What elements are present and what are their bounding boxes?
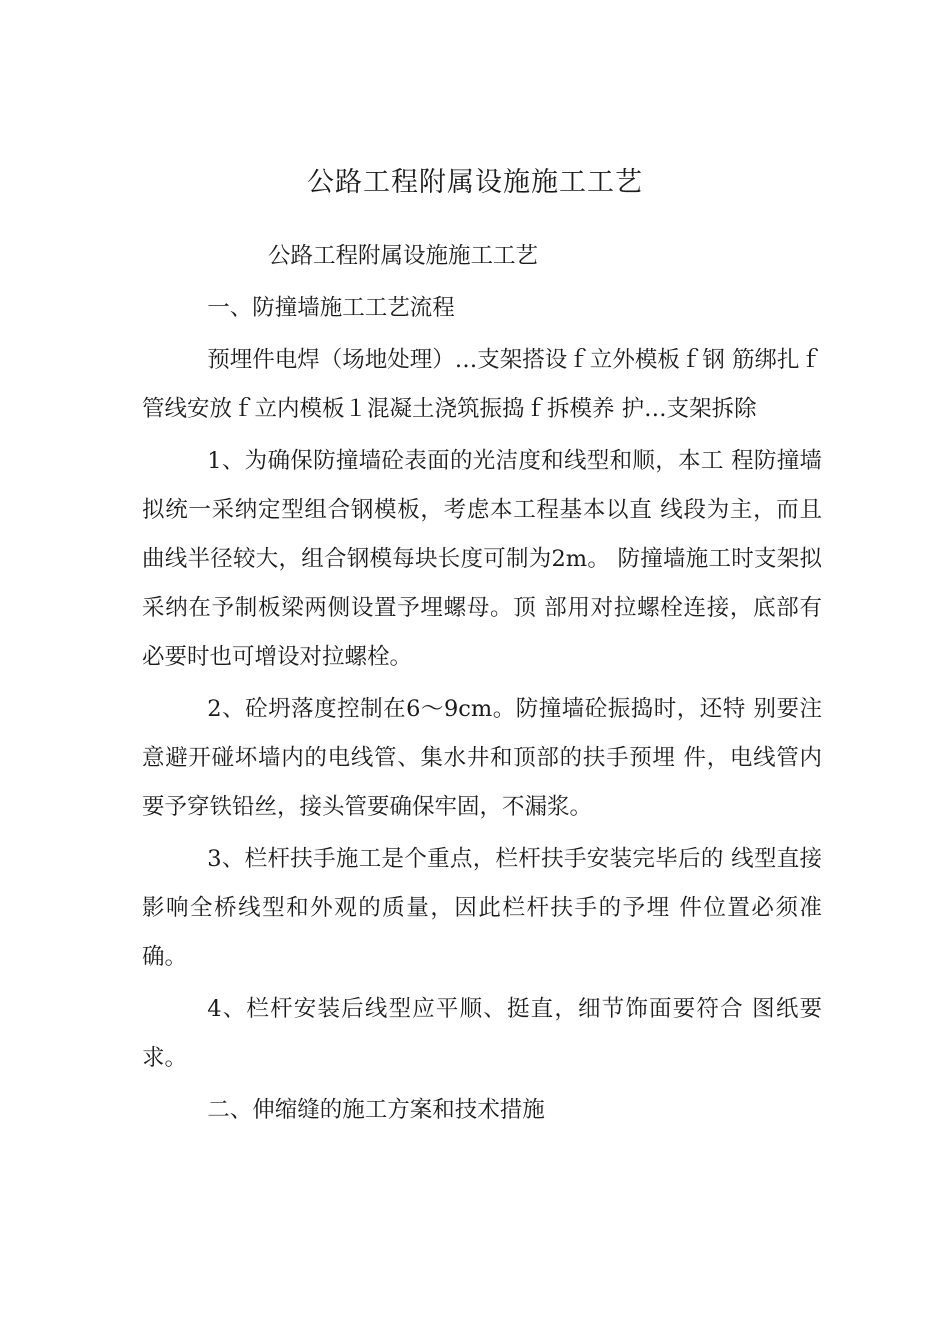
document-subtitle: 公路工程附属设施施工工艺 — [268, 243, 539, 269]
document-title: 公路工程附属设施施工工艺 — [307, 167, 643, 198]
paragraph-item-2: 2、砼坍落度控制在6〜9cm。防撞墙砼振捣时，还特 别要注意避开碰坏墙内的电线管、集水井和顶部的扶手预埋 件，电线管内要予穿铁铅丝，接头管要确保牢固，不漏浆。 — [142, 696, 822, 820]
paragraph-item-4: 4、栏杆安装后线型应平顺、挺直，细节饰面要符合 图纸要求。 — [142, 996, 822, 1071]
document-body — [142, 232, 822, 1135]
paragraph-item-1: 1、为确保防撞墙砼表面的光洁度和线型和顺，本工 程防撞墙拟统一采纳定型组合钢模板，考虑本工程基本以直 线段为主，而且曲线半径较大，组合钢模每块长度可制为2m。 防撞墙施工时支架拟采纳在予制板梁两侧设置予埋螺母。顶 部用对拉螺栓连接，底部有必要时也可增设对拉螺栓。 — [142, 448, 822, 670]
process-flow-paragraph: 预埋件电焊（场地处理）…支架搭设ｆ立外模板ｆ钢 筋绑扎ｆ管线安放ｆ立内模板１混凝土浇筑振捣ｆ拆模养 护…支架拆除 — [142, 347, 822, 422]
section-heading-1: 一、防撞墙施工工艺流程 — [207, 295, 455, 321]
paragraph-item-3: 3、栏杆扶手施工是个重点，栏杆扶手安装完毕后的 线型直接影响全桥线型和外观的质量，因此栏杆扶手的予埋 件位置必须准确。 — [142, 846, 822, 970]
section-heading-2: 二、伸缩缝的施工方案和技术措施 — [207, 1097, 545, 1123]
